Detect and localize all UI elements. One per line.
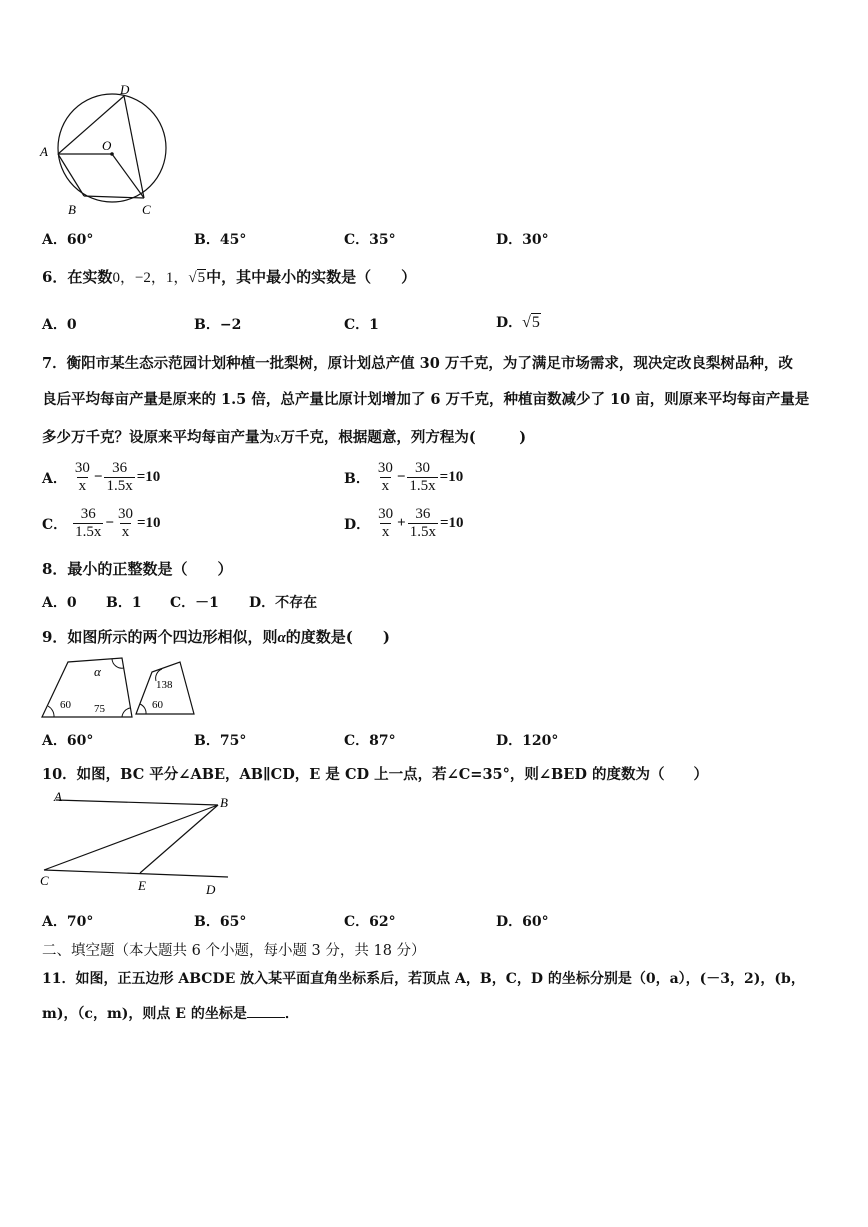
q10-label-a: A [54, 789, 62, 804]
q7-option-a-rhs: =10 [136, 469, 161, 485]
q7-option-c-d1: 1.5x [75, 524, 102, 540]
q7-option-c-label: C． [42, 516, 68, 533]
q7-option-a [42, 460, 160, 495]
q7-option-d-rhs: =10 [439, 515, 464, 531]
q7-option-c-n1: 36 [80, 506, 96, 522]
q7-option-b-d2: 1.5x [409, 478, 436, 494]
q7-option-d-n2: 36 [415, 506, 431, 522]
q10-label-e: E [138, 878, 146, 893]
q5-circle-figure [36, 80, 176, 218]
q7-option-c-rhs: =10 [136, 515, 161, 531]
q7-option-b [344, 460, 463, 495]
q5-label-c: C [142, 202, 151, 217]
q7-option-b-n1: 30 [377, 460, 393, 476]
q7-option-a-equation [73, 460, 160, 495]
q5-option-d: D．30° [496, 232, 549, 248]
q5-label-b: B [68, 202, 76, 217]
q7-option-c-equation [73, 506, 160, 541]
q7-option-d-equation [376, 506, 463, 541]
q5-label-a: A [40, 144, 48, 159]
q7-option-b-rhs: =10 [439, 469, 464, 485]
q7-option-d [344, 506, 464, 541]
q7-option-a-op: − [93, 469, 103, 485]
q7-option-d-frac2 [408, 506, 438, 541]
q7-option-a-n2: 36 [112, 460, 128, 476]
q6-option-d [496, 312, 541, 332]
q7-option-d-label: D． [344, 516, 371, 533]
q7-option-a-d2: 1.5x [106, 478, 133, 494]
q8-option-a: A．0 [42, 595, 77, 611]
q7-option-d-d1: x [381, 524, 390, 540]
q7-stem-line3-b: 万千克，根据题意，列方程为( ) [280, 429, 527, 446]
q8-option-b: B．1 [106, 595, 142, 611]
q6-stem-sqrt: √5 [188, 270, 206, 286]
q7-option-a-n1: 30 [74, 460, 90, 476]
q6-stem-numbers: 0，−2，1， [112, 270, 189, 286]
q7-stem-line2: 良后平均每亩产量是原来的 1.5 倍，总产量比原计划增加了 6 万千克，种植亩数减少了 10 亩，则原来平均每亩产量是 [42, 391, 810, 408]
q7-option-b-label: B． [344, 470, 370, 487]
q5-label-d: D [120, 82, 130, 97]
q7-option-c-frac1 [73, 506, 103, 541]
q7-option-c-n2: 30 [117, 506, 133, 522]
q8-option-c: C．－1 [170, 595, 219, 611]
q11-answer-blank[interactable] [247, 1017, 285, 1018]
q9-label-60-b: 60 [152, 699, 163, 711]
q7-option-c-op: − [105, 515, 114, 531]
q9-label-75: 75 [94, 703, 105, 715]
q5-label-o: O [102, 138, 112, 153]
q7-option-a-frac1 [73, 460, 92, 495]
q10-stem: 10．如图，BC 平分∠ABE，AB∥CD，E 是 CD 上一点，若∠C=35°，则∠BED 的度数为（ ） [42, 766, 708, 783]
q6-stem-prefix: 6．在实数 [42, 268, 113, 286]
q10-option-b: B．65° [194, 914, 247, 930]
q10-label-d: D [206, 882, 216, 897]
q10-parallel-lines-figure [36, 788, 236, 900]
q6-option-d-sqrt: √5 [522, 314, 540, 331]
q9-option-a: A．60° [42, 733, 94, 749]
q7-option-a-label: A． [42, 470, 67, 487]
q9-stem [42, 626, 390, 647]
q9-quadrilaterals-figure [40, 654, 200, 720]
q11-stem-line2 [42, 1003, 299, 1023]
q7-option-c-frac2 [116, 506, 135, 541]
q6-stem-radicand: 5 [197, 270, 206, 286]
q11-stem-line2-b: ． [284, 1006, 299, 1022]
q7-option-c-d2: x [121, 524, 130, 540]
q10-label-c: C [40, 873, 49, 888]
q7-option-a-d1: x [78, 478, 87, 494]
q7-option-d-frac1 [376, 506, 395, 541]
q7-option-b-frac1 [376, 460, 395, 495]
q8-option-d: D．不存在 [249, 595, 318, 611]
q11-stem-line2-a: m)，（c，m)，则点 E 的坐标是 [42, 1006, 247, 1022]
q9-option-b: B．75° [194, 733, 247, 749]
q6-option-c: C．1 [344, 317, 379, 333]
q9-option-c: C．87° [344, 733, 396, 749]
q9-label-alpha: α [94, 664, 101, 679]
q9-stem-b: 的度数是( ) [285, 628, 390, 646]
q7-option-d-n1: 30 [378, 506, 394, 522]
q9-stem-a: 9．如图所示的两个四边形相似，则 [42, 628, 278, 646]
q7-option-b-op: − [396, 469, 406, 485]
section2-title: 二、填空题（本大题共 6 个小题，每小题 3 分，共 18 分） [42, 943, 426, 959]
q7-stem-line3-a: 多少万千克？设原来平均每亩产量为 [42, 429, 274, 446]
q7-stem-line1: 7．衡阳市某生态示范园计划种植一批梨树，原计划总产值 30 万千克，为了满足市场需求，现决定改良梨树品种，改 [42, 355, 793, 372]
q7-option-b-d1: x [381, 478, 390, 494]
q9-stem-alpha: α [277, 630, 286, 646]
q10-option-a: A．70° [42, 914, 94, 930]
q10-label-b: B [220, 795, 228, 810]
q9-label-60-a: 60 [60, 699, 71, 711]
q7-option-c [42, 506, 161, 541]
q6-option-b: B．−2 [194, 317, 242, 333]
q10-option-c: C．62° [344, 914, 396, 930]
q9-label-138: 138 [156, 679, 173, 691]
q6-option-d-label: D． [496, 315, 523, 331]
q7-option-b-frac2 [407, 460, 437, 495]
q7-option-b-n2: 30 [415, 460, 431, 476]
q7-option-d-op: + [397, 515, 406, 531]
q7-option-d-d2: 1.5x [409, 524, 436, 540]
q7-stem-var: x [274, 430, 281, 446]
q5-option-c: C．35° [344, 232, 396, 248]
q6-option-a: A．0 [42, 317, 77, 333]
q7-option-a-frac2 [104, 460, 134, 495]
q7-stem-line3 [42, 426, 526, 447]
q6-option-d-radicand: 5 [531, 314, 540, 331]
q6-stem [42, 266, 416, 287]
q5-option-a: A．60° [42, 232, 94, 248]
q10-option-d: D．60° [496, 914, 549, 930]
q5-option-b: B．45° [194, 232, 247, 248]
q8-stem: 8．最小的正整数是（ ） [42, 560, 233, 578]
q7-option-b-equation [376, 460, 463, 495]
q11-stem-line1: 11．如图，正五边形 ABCDE 放入某平面直角坐标系后，若顶点 A，B，C，D 的坐标分别是（0，a），(－3，2)，(b， [42, 971, 805, 987]
q9-option-d: D．120° [496, 733, 559, 749]
q6-stem-suffix: 中，其中最小的实数是（ ） [206, 268, 417, 286]
